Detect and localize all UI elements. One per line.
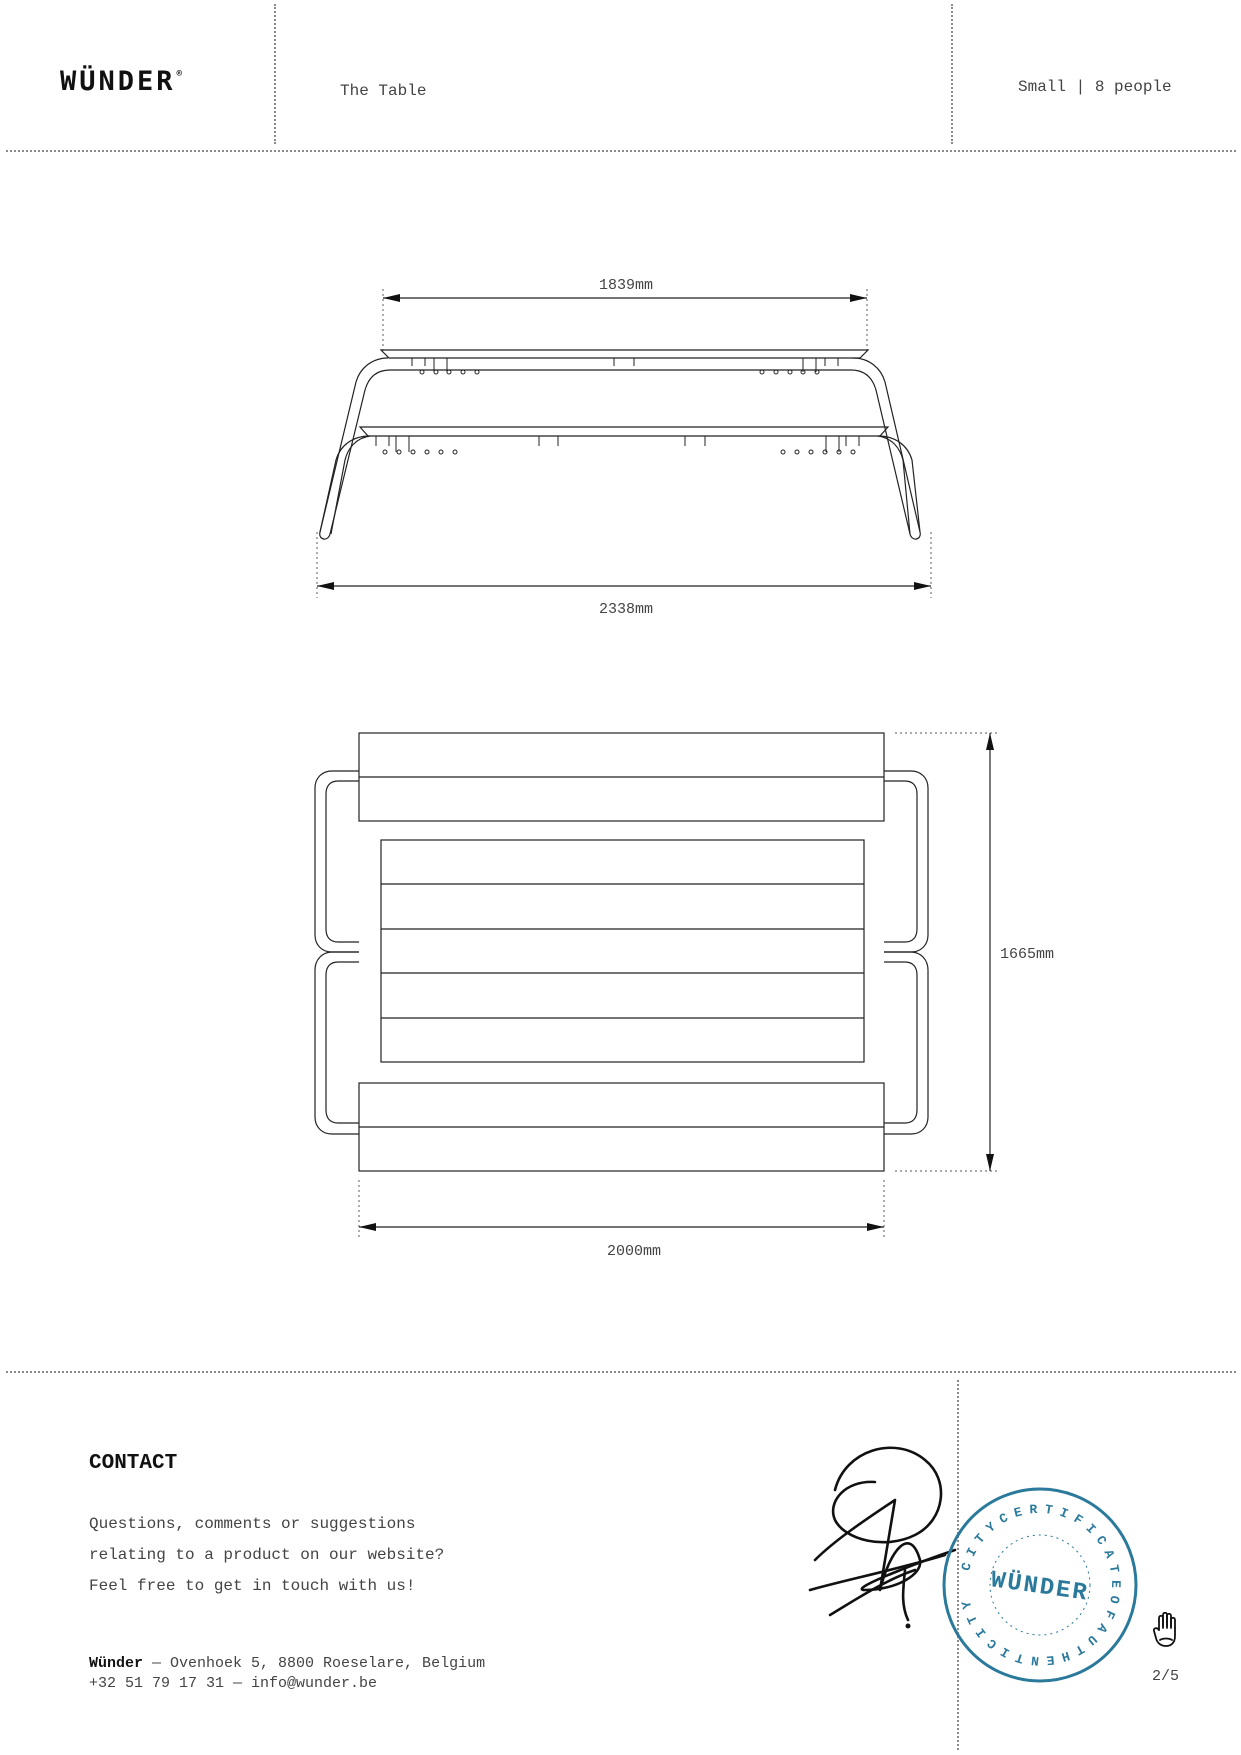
top-width-label: 1839mm: [598, 277, 654, 294]
stamp-ring-text: CITYCERTIFICATEOFAUTHENTICITY: [957, 1501, 1124, 1669]
contact-line: Feel free to get in touch with us!: [89, 1577, 416, 1595]
stamp-brand: WÜNDER: [989, 1567, 1091, 1608]
contact-message: [89, 1509, 589, 1602]
brand-mark: ®: [176, 69, 182, 79]
product-variant: Small | 8 people: [1018, 78, 1172, 96]
product-title: The Table: [340, 82, 427, 100]
width-label: 2000mm: [606, 1243, 662, 1260]
top-view-drawing: [0, 700, 1241, 1260]
contact-line: Questions, comments or suggestions: [89, 1515, 416, 1533]
hand-icon: [1153, 1612, 1179, 1648]
street-address: — Ovenhoek 5, 8800 Roeselare, Belgium: [143, 1655, 486, 1672]
authenticity-stamp: [940, 1485, 1140, 1685]
depth-label: 1665mm: [1000, 946, 1055, 963]
contact-line: relating to a product on our website?: [89, 1546, 445, 1564]
contact-title: CONTACT: [89, 1452, 178, 1475]
footer-separator: [6, 1371, 1236, 1373]
brand-name: WÜNDER: [60, 66, 176, 97]
base-width-label: 2338mm: [598, 601, 654, 618]
phone-email: +32 51 79 17 31 — info@wunder.be: [89, 1675, 378, 1692]
side-view-drawing: [0, 0, 1241, 700]
page-number: 2/5: [1152, 1668, 1180, 1685]
contact-address: [89, 1654, 649, 1694]
company-name: Wünder: [89, 1655, 144, 1672]
